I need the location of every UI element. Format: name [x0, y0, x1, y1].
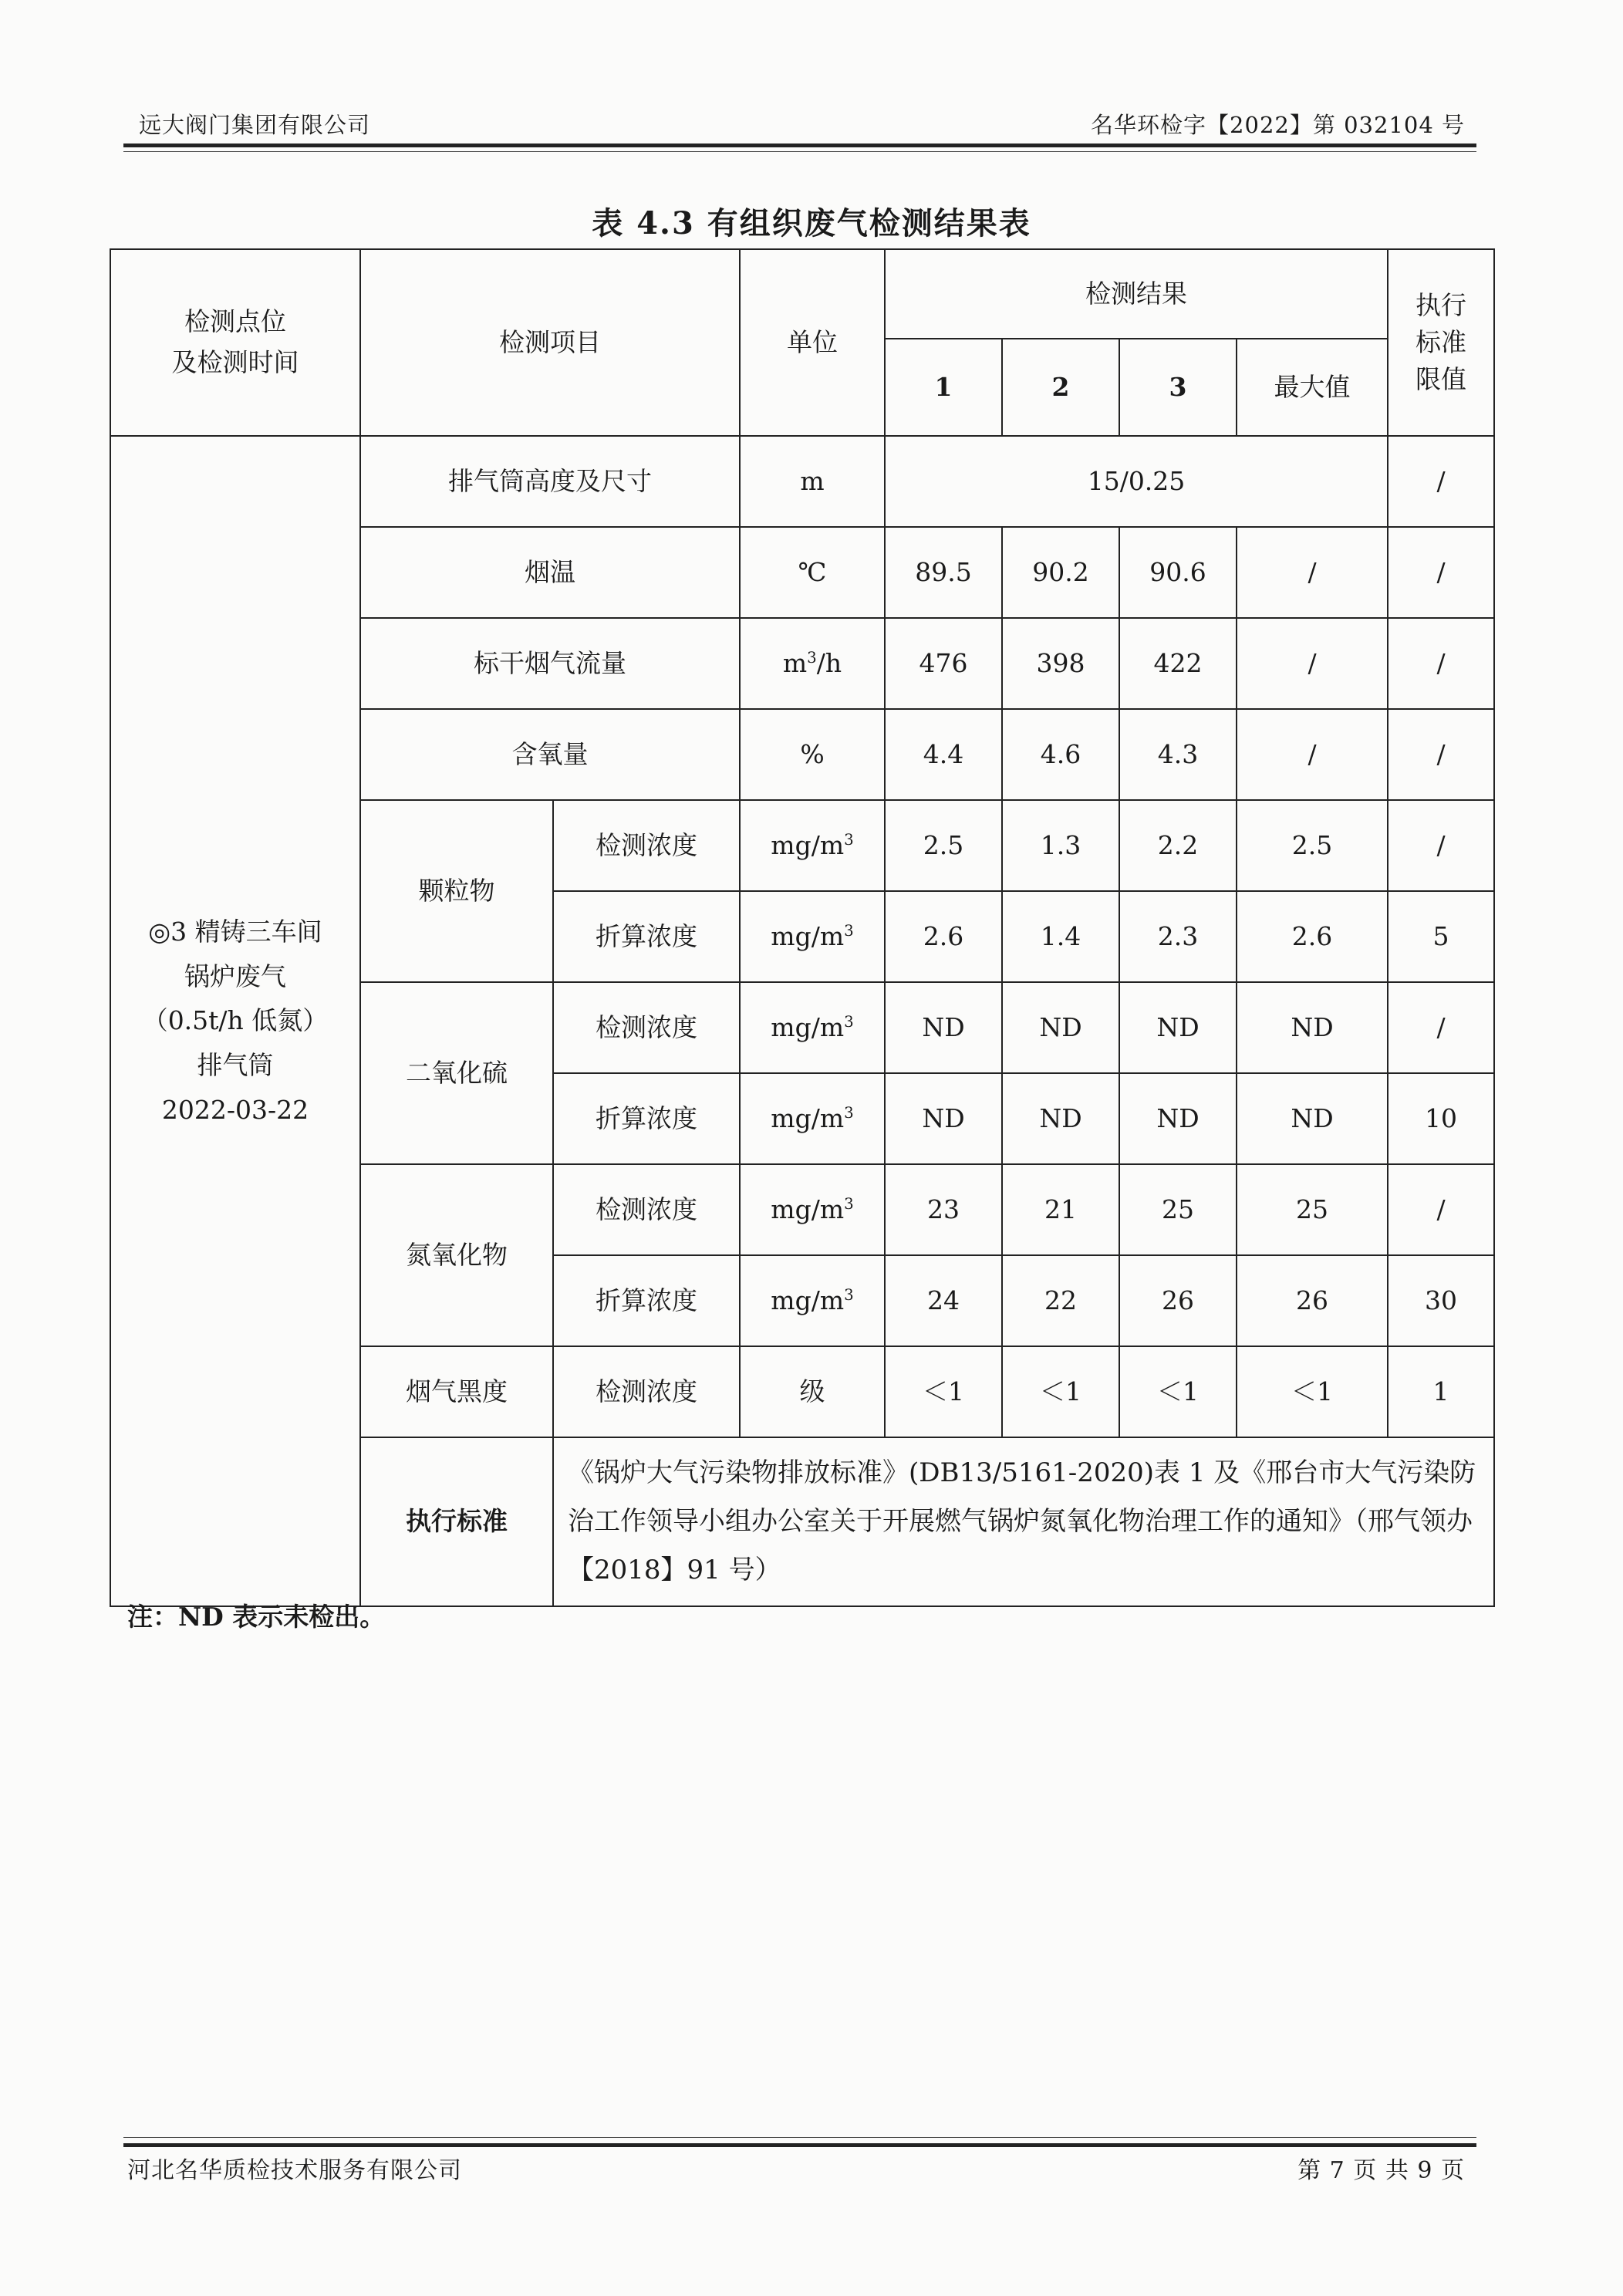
head-location: 检测点位 及检测时间: [110, 249, 360, 436]
group-name: 氮氧化物: [360, 1164, 553, 1346]
row-limit: /: [1388, 709, 1494, 800]
head-item: 检测项目: [360, 249, 740, 436]
row-v2: ND: [1002, 982, 1119, 1073]
row-v3: ND: [1119, 1073, 1237, 1164]
row-v2: 4.6: [1002, 709, 1119, 800]
row-unit: $mg/m^3$: [740, 1073, 885, 1164]
row-max: ND: [1237, 1073, 1388, 1164]
row-limit: /: [1388, 800, 1494, 891]
row-limit: /: [1388, 618, 1494, 709]
row-unit: $mg/m^3$: [740, 1164, 885, 1255]
row-max: 2.5: [1237, 800, 1388, 891]
row-v3: 90.6: [1119, 527, 1237, 618]
row-v3: ＜1: [1119, 1346, 1237, 1437]
header-report-number: 名华环检字【2022】第 032104 号: [1091, 112, 1465, 138]
row-max: 25: [1237, 1164, 1388, 1255]
row-v1: ND: [885, 982, 1002, 1073]
row-limit: /: [1388, 527, 1494, 618]
row-v2: 1.3: [1002, 800, 1119, 891]
head-unit: 单位: [740, 249, 885, 436]
row-unit: $mg/m^3$: [740, 800, 885, 891]
row-v1: 4.4: [885, 709, 1002, 800]
row-unit: $m^3/h$: [740, 618, 885, 709]
stack-value: 15/0.25: [885, 436, 1388, 527]
group-name: 烟气黑度: [360, 1346, 553, 1437]
row-v2: 398: [1002, 618, 1119, 709]
row-v3: 2.2: [1119, 800, 1237, 891]
row-limit: 5: [1388, 891, 1494, 982]
table-note: 注：ND 表示未检出。: [127, 1602, 386, 1632]
row-unit: ℃: [740, 527, 885, 618]
row-max: /: [1237, 618, 1388, 709]
header-divider-thin: [123, 151, 1476, 152]
head-result-1: 1: [885, 339, 1002, 436]
row-limit: 30: [1388, 1255, 1494, 1346]
row-unit: $mg/m^3$: [740, 1255, 885, 1346]
head-results: 检测结果: [885, 249, 1388, 339]
results-table: [110, 248, 1495, 1607]
group-name: 二氧化硫: [360, 982, 553, 1164]
row-v2: 90.2: [1002, 527, 1119, 618]
row-v2: ND: [1002, 1073, 1119, 1164]
row-v2: ＜1: [1002, 1346, 1119, 1437]
row-item: 标干烟气流量: [360, 618, 740, 709]
row-limit: 10: [1388, 1073, 1494, 1164]
sub-label: 检测浓度: [553, 1346, 740, 1437]
head-max: 最大值: [1237, 339, 1388, 436]
row-v3: 422: [1119, 618, 1237, 709]
header-divider: [123, 144, 1476, 147]
row-limit: /: [1388, 1164, 1494, 1255]
row-v1: ND: [885, 1073, 1002, 1164]
standard-text: 《锅炉大气污染物排放标准》(DB13/5161-2020)表 1 及《邢台市大气污染防治工作领导小组办公室关于开展燃气锅炉氮氧化物治理工作的通知》（邢气领办【2018】91 号）: [553, 1437, 1494, 1606]
head-result-3: 3: [1119, 339, 1237, 436]
row-v1: 476: [885, 618, 1002, 709]
row-v3: 26: [1119, 1255, 1237, 1346]
footer-page-number: 第 7 页 共 9 页: [1297, 2157, 1465, 2184]
sub-label: 折算浓度: [553, 1255, 740, 1346]
row-unit: %: [740, 709, 885, 800]
row-v1: 2.5: [885, 800, 1002, 891]
row-v3: ND: [1119, 982, 1237, 1073]
row-v1: 89.5: [885, 527, 1002, 618]
stack-item: 排气筒高度及尺寸: [360, 436, 740, 527]
row-max: 2.6: [1237, 891, 1388, 982]
row-v1: 23: [885, 1164, 1002, 1255]
row-unit: $mg/m^3$: [740, 891, 885, 982]
row-v2: 21: [1002, 1164, 1119, 1255]
sub-label: 折算浓度: [553, 891, 740, 982]
row-item: 含氧量: [360, 709, 740, 800]
row-v1: 2.6: [885, 891, 1002, 982]
sub-label: 检测浓度: [553, 1164, 740, 1255]
row-unit: $mg/m^3$: [740, 982, 885, 1073]
row-v2: 22: [1002, 1255, 1119, 1346]
head-limit: 执行 标准 限值: [1388, 249, 1494, 436]
row-v1: ＜1: [885, 1346, 1002, 1437]
row-v3: 4.3: [1119, 709, 1237, 800]
row-v2: 1.4: [1002, 891, 1119, 982]
table-row: [110, 436, 1494, 527]
row-limit: 1: [1388, 1346, 1494, 1437]
row-v3: 25: [1119, 1164, 1237, 1255]
row-max: ND: [1237, 982, 1388, 1073]
stack-limit: /: [1388, 436, 1494, 527]
footer-divider: [123, 2143, 1476, 2147]
footer-divider-thin: [123, 2137, 1476, 2138]
group-name: 颗粒物: [360, 800, 553, 982]
row-max: ＜1: [1237, 1346, 1388, 1437]
header-company: 远大阀门集团有限公司: [139, 112, 371, 138]
head-result-2: 2: [1002, 339, 1119, 436]
header-row-1: [110, 249, 1494, 339]
row-unit: 级: [740, 1346, 885, 1437]
row-limit: /: [1388, 982, 1494, 1073]
table-title: 表 4.3 有组织废气检测结果表: [592, 205, 1031, 241]
row-max: 26: [1237, 1255, 1388, 1346]
sub-label: 检测浓度: [553, 800, 740, 891]
footer-organization: 河北名华质检技术服务有限公司: [127, 2157, 462, 2184]
location-cell: ◎3 精铸三车间 锅炉废气 （0.5t/h 低氮） 排气筒 2022-03-22: [110, 436, 360, 1606]
row-max: /: [1237, 527, 1388, 618]
row-v3: 2.3: [1119, 891, 1237, 982]
standard-label: 执行标准: [360, 1437, 553, 1606]
sub-label: 折算浓度: [553, 1073, 740, 1164]
stack-unit: m: [740, 436, 885, 527]
row-item: 烟温: [360, 527, 740, 618]
row-v1: 24: [885, 1255, 1002, 1346]
sub-label: 检测浓度: [553, 982, 740, 1073]
row-max: /: [1237, 709, 1388, 800]
